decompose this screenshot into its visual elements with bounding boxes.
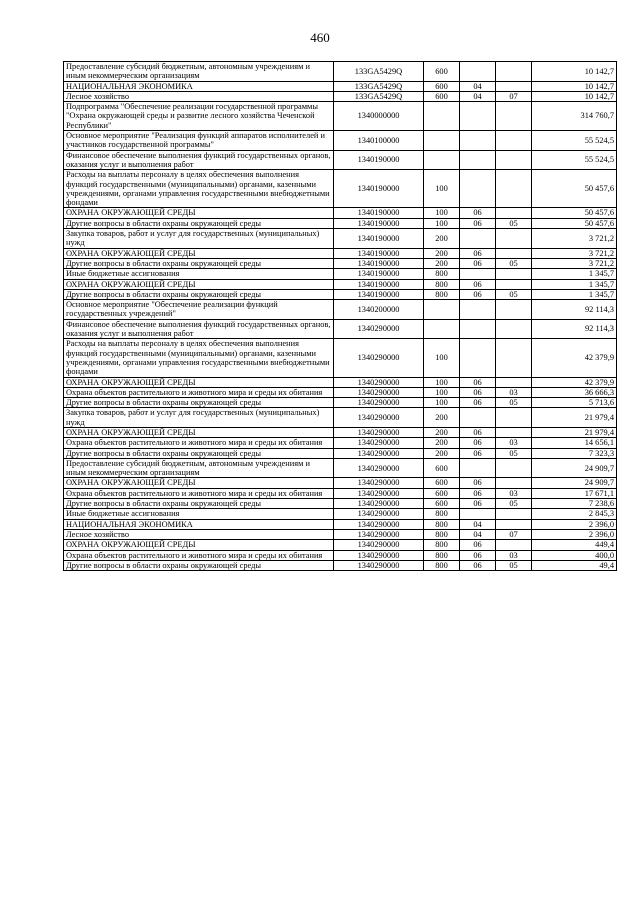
table-row	[64, 529, 617, 539]
table-row	[64, 560, 617, 570]
row-section	[460, 319, 496, 339]
row-target-code: 1340200000	[334, 300, 424, 320]
row-amount: 7 238,6	[532, 499, 617, 509]
row-expense-type: 600	[424, 499, 460, 509]
row-target-code: 1340190000	[334, 150, 424, 170]
row-amount: 50 457,6	[532, 218, 617, 228]
row-subsection	[496, 81, 532, 91]
row-name: Другие вопросы в области охраны окружающей среды	[64, 218, 334, 228]
row-expense-type: 200	[424, 448, 460, 458]
row-section	[460, 131, 496, 151]
row-section: 06	[460, 398, 496, 408]
table-row	[64, 540, 617, 550]
row-expense-type: 200	[424, 248, 460, 258]
row-subsection	[496, 279, 532, 289]
table-row	[64, 458, 617, 478]
row-section	[460, 102, 496, 131]
row-name: ОХРАНА ОКРУЖАЮЩЕЙ СРЕДЫ	[64, 279, 334, 289]
row-name: Охрана объектов растительного и животного мира и среды их обитания	[64, 488, 334, 498]
row-expense-type: 200	[424, 229, 460, 249]
row-name: Другие вопросы в области охраны окружающей среды	[64, 289, 334, 299]
row-subsection	[496, 458, 532, 478]
row-section: 06	[460, 438, 496, 448]
row-name: Закупка товаров, работ и услуг для государственных (муниципальных) нужд	[64, 229, 334, 249]
row-target-code: 1340190000	[334, 269, 424, 279]
row-amount: 92 114,3	[532, 319, 617, 339]
row-name: Охрана объектов растительного и животного мира и среды их обитания	[64, 438, 334, 448]
row-expense-type: 200	[424, 408, 460, 428]
table-row	[64, 438, 617, 448]
row-section: 06	[460, 478, 496, 488]
row-amount: 50 457,6	[532, 208, 617, 218]
row-name: ОХРАНА ОКРУЖАЮЩЕЙ СРЕДЫ	[64, 248, 334, 258]
row-section: 06	[460, 448, 496, 458]
row-section: 06	[460, 279, 496, 289]
row-amount: 2 845,3	[532, 509, 617, 519]
row-name: Другие вопросы в области охраны окружающей среды	[64, 448, 334, 458]
row-section: 04	[460, 519, 496, 529]
table-row	[64, 279, 617, 289]
row-section: 04	[460, 529, 496, 539]
row-subsection: 03	[496, 488, 532, 498]
row-section	[460, 269, 496, 279]
row-amount: 36 666,3	[532, 387, 617, 397]
table-row	[64, 550, 617, 560]
row-amount: 3 721,2	[532, 229, 617, 249]
row-name: Другие вопросы в области охраны окружающей среды	[64, 258, 334, 268]
row-section: 06	[460, 560, 496, 570]
row-expense-type: 100	[424, 208, 460, 218]
row-section	[460, 170, 496, 208]
row-expense-type: 600	[424, 62, 460, 82]
row-section	[460, 509, 496, 519]
table-row	[64, 319, 617, 339]
row-section: 06	[460, 248, 496, 258]
row-subsection	[496, 248, 532, 258]
row-amount: 400,0	[532, 550, 617, 560]
row-subsection	[496, 540, 532, 550]
row-name: ОХРАНА ОКРУЖАЮЩЕЙ СРЕДЫ	[64, 540, 334, 550]
row-expense-type: 200	[424, 258, 460, 268]
row-name: Иные бюджетные ассигнования	[64, 269, 334, 279]
row-name: Подпрограмма "Обеспечение реализации государственной программы "Охрана окружающей среды и развитие лесного хозяйства Чеченской Республики"	[64, 102, 334, 131]
row-amount: 10 142,7	[532, 91, 617, 101]
row-name: Финансовое обеспечение выполнения функций государственных органов, оказания услуг и выполнения работ	[64, 319, 334, 339]
row-target-code: 1340290000	[334, 427, 424, 437]
row-target-code: 133GA5429Q	[334, 81, 424, 91]
row-subsection	[496, 427, 532, 437]
row-name: Основное мероприятие "Обеспечение реализации функций государственных учреждений"	[64, 300, 334, 320]
row-name: НАЦИОНАЛЬНАЯ ЭКОНОМИКА	[64, 81, 334, 91]
row-subsection: 03	[496, 550, 532, 560]
row-target-code: 1340190000	[334, 229, 424, 249]
row-target-code: 1340290000	[334, 478, 424, 488]
row-subsection	[496, 377, 532, 387]
row-target-code: 1340290000	[334, 339, 424, 377]
table-row	[64, 488, 617, 498]
row-target-code: 1340100000	[334, 131, 424, 151]
row-amount: 10 142,7	[532, 81, 617, 91]
row-name: Другие вопросы в области охраны окружающей среды	[64, 398, 334, 408]
row-amount: 21 979,4	[532, 408, 617, 428]
row-target-code: 1340190000	[334, 218, 424, 228]
row-amount: 92 114,3	[532, 300, 617, 320]
row-target-code: 1340190000	[334, 289, 424, 299]
row-name: Финансовое обеспечение выполнения функций государственных органов, оказания услуг и выполнения работ	[64, 150, 334, 170]
table-row	[64, 339, 617, 377]
row-name: ОХРАНА ОКРУЖАЮЩЕЙ СРЕДЫ	[64, 478, 334, 488]
row-subsection: 03	[496, 438, 532, 448]
row-section	[460, 408, 496, 428]
row-amount: 24 909,7	[532, 478, 617, 488]
row-amount: 314 760,7	[532, 102, 617, 131]
row-section: 06	[460, 550, 496, 560]
row-subsection: 05	[496, 398, 532, 408]
row-subsection	[496, 478, 532, 488]
row-amount: 17 671,1	[532, 488, 617, 498]
row-target-code: 1340290000	[334, 377, 424, 387]
row-subsection	[496, 269, 532, 279]
table-row	[64, 387, 617, 397]
row-amount: 55 524,5	[532, 150, 617, 170]
row-amount: 10 142,7	[532, 62, 617, 82]
row-target-code: 1340290000	[334, 408, 424, 428]
row-amount: 1 345,7	[532, 279, 617, 289]
row-amount: 449,4	[532, 540, 617, 550]
row-amount: 50 457,6	[532, 170, 617, 208]
row-subsection: 05	[496, 258, 532, 268]
table-row	[64, 499, 617, 509]
table-row	[64, 131, 617, 151]
table-row	[64, 408, 617, 428]
row-subsection: 05	[496, 499, 532, 509]
row-section	[460, 300, 496, 320]
row-subsection	[496, 339, 532, 377]
table-row	[64, 448, 617, 458]
row-section: 06	[460, 289, 496, 299]
row-name: ОХРАНА ОКРУЖАЮЩЕЙ СРЕДЫ	[64, 377, 334, 387]
row-section: 06	[460, 499, 496, 509]
table-row	[64, 289, 617, 299]
row-target-code: 133GA5429Q	[334, 62, 424, 82]
row-expense-type	[424, 319, 460, 339]
row-expense-type: 800	[424, 540, 460, 550]
row-amount: 42 379,9	[532, 377, 617, 387]
row-amount: 14 656,1	[532, 438, 617, 448]
row-section	[460, 339, 496, 377]
budget-table	[63, 61, 617, 571]
row-name: Другие вопросы в области охраны окружающей среды	[64, 499, 334, 509]
table-row	[64, 377, 617, 387]
row-name: Охрана объектов растительного и животного мира и среды их обитания	[64, 550, 334, 560]
table-row	[64, 229, 617, 249]
row-subsection	[496, 208, 532, 218]
row-amount: 3 721,2	[532, 258, 617, 268]
row-section	[460, 229, 496, 249]
row-expense-type: 200	[424, 438, 460, 448]
row-amount: 5 713,6	[532, 398, 617, 408]
row-target-code: 1340000000	[334, 102, 424, 131]
row-name: Предоставление субсидий бюджетным, автономным учреждениям и иным некоммерческим организациям	[64, 62, 334, 82]
row-name: НАЦИОНАЛЬНАЯ ЭКОНОМИКА	[64, 519, 334, 529]
row-target-code: 1340290000	[334, 387, 424, 397]
row-expense-type	[424, 131, 460, 151]
row-section	[460, 458, 496, 478]
row-amount: 3 721,2	[532, 248, 617, 258]
row-target-code: 1340190000	[334, 279, 424, 289]
row-subsection: 03	[496, 387, 532, 397]
row-target-code: 1340190000	[334, 170, 424, 208]
row-amount: 24 909,7	[532, 458, 617, 478]
row-amount: 1 345,7	[532, 289, 617, 299]
row-amount: 42 379,9	[532, 339, 617, 377]
row-section: 06	[460, 218, 496, 228]
row-expense-type: 100	[424, 387, 460, 397]
row-section: 06	[460, 377, 496, 387]
row-subsection	[496, 102, 532, 131]
row-expense-type	[424, 150, 460, 170]
row-target-code: 133GA5429Q	[334, 91, 424, 101]
page-number: 460	[310, 30, 330, 45]
row-name: ОХРАНА ОКРУЖАЮЩЕЙ СРЕДЫ	[64, 427, 334, 437]
row-subsection	[496, 150, 532, 170]
row-amount: 21 979,4	[532, 427, 617, 437]
row-subsection	[496, 131, 532, 151]
row-expense-type: 800	[424, 269, 460, 279]
row-subsection	[496, 319, 532, 339]
table-row	[64, 150, 617, 170]
table-row	[64, 62, 617, 82]
row-name: Расходы на выплаты персоналу в целях обеспечения выполнения функций государственными (муниципальными) органами, казенными учреждениями, органами управления государственными внебюджетными фондами	[64, 170, 334, 208]
table-row	[64, 300, 617, 320]
row-section: 06	[460, 387, 496, 397]
row-expense-type: 100	[424, 218, 460, 228]
row-name: Охрана объектов растительного и животного мира и среды их обитания	[64, 387, 334, 397]
row-name: Основное мероприятие "Реализация функций аппаратов исполнителей и участников государственной программы"	[64, 131, 334, 151]
table-row	[64, 258, 617, 268]
row-section: 06	[460, 427, 496, 437]
row-target-code: 1340190000	[334, 258, 424, 268]
row-name: Лесное хозяйство	[64, 91, 334, 101]
row-subsection: 05	[496, 218, 532, 228]
row-section: 04	[460, 91, 496, 101]
row-amount: 1 345,7	[532, 269, 617, 279]
row-amount: 49,4	[532, 560, 617, 570]
row-subsection	[496, 300, 532, 320]
row-expense-type: 800	[424, 509, 460, 519]
table-row	[64, 208, 617, 218]
row-subsection	[496, 519, 532, 529]
row-expense-type: 800	[424, 279, 460, 289]
table-row	[64, 509, 617, 519]
table-row	[64, 218, 617, 228]
row-target-code: 1340190000	[334, 248, 424, 258]
row-expense-type: 100	[424, 339, 460, 377]
row-subsection	[496, 408, 532, 428]
row-expense-type: 200	[424, 427, 460, 437]
row-section: 06	[460, 488, 496, 498]
table-row	[64, 91, 617, 101]
row-name: Расходы на выплаты персоналу в целях обеспечения выполнения функций государственными (муниципальными) органами, казенными учреждениями, органами управления государственными внебюджетными фондами	[64, 339, 334, 377]
row-name: ОХРАНА ОКРУЖАЮЩЕЙ СРЕДЫ	[64, 208, 334, 218]
row-name: Лесное хозяйство	[64, 529, 334, 539]
row-expense-type: 800	[424, 550, 460, 560]
row-expense-type: 600	[424, 81, 460, 91]
row-target-code: 1340290000	[334, 529, 424, 539]
row-amount: 2 396,0	[532, 519, 617, 529]
row-section: 06	[460, 258, 496, 268]
row-expense-type: 800	[424, 519, 460, 529]
table-row	[64, 478, 617, 488]
row-expense-type: 800	[424, 289, 460, 299]
table-row	[64, 170, 617, 208]
row-subsection: 07	[496, 529, 532, 539]
row-expense-type: 800	[424, 529, 460, 539]
row-name: Закупка товаров, работ и услуг для государственных (муниципальных) нужд	[64, 408, 334, 428]
row-expense-type: 100	[424, 398, 460, 408]
table-row	[64, 427, 617, 437]
row-target-code: 1340290000	[334, 448, 424, 458]
row-section	[460, 62, 496, 82]
row-amount: 55 524,5	[532, 131, 617, 151]
row-target-code: 1340290000	[334, 509, 424, 519]
row-name: Иные бюджетные ассигнования	[64, 509, 334, 519]
row-target-code: 1340290000	[334, 540, 424, 550]
table-row	[64, 81, 617, 91]
budget-table-body	[64, 62, 617, 571]
table-row	[64, 269, 617, 279]
row-section: 04	[460, 81, 496, 91]
row-name: Другие вопросы в области охраны окружающей среды	[64, 560, 334, 570]
row-expense-type: 800	[424, 560, 460, 570]
row-subsection: 05	[496, 448, 532, 458]
row-section: 06	[460, 540, 496, 550]
row-section: 06	[460, 208, 496, 218]
row-target-code: 1340190000	[334, 208, 424, 218]
table-row	[64, 519, 617, 529]
row-subsection	[496, 62, 532, 82]
row-expense-type: 600	[424, 478, 460, 488]
row-target-code: 1340290000	[334, 319, 424, 339]
row-amount: 2 396,0	[532, 529, 617, 539]
row-subsection: 05	[496, 560, 532, 570]
row-expense-type: 100	[424, 170, 460, 208]
table-row	[64, 398, 617, 408]
row-target-code: 1340290000	[334, 550, 424, 560]
row-target-code: 1340290000	[334, 519, 424, 529]
row-expense-type: 600	[424, 488, 460, 498]
row-subsection	[496, 170, 532, 208]
row-expense-type: 600	[424, 458, 460, 478]
row-subsection: 05	[496, 289, 532, 299]
row-target-code: 1340290000	[334, 458, 424, 478]
row-expense-type: 100	[424, 377, 460, 387]
row-target-code: 1340290000	[334, 398, 424, 408]
row-subsection: 07	[496, 91, 532, 101]
row-expense-type: 600	[424, 91, 460, 101]
row-target-code: 1340290000	[334, 438, 424, 448]
row-subsection	[496, 509, 532, 519]
table-row	[64, 102, 617, 131]
row-section	[460, 150, 496, 170]
row-subsection	[496, 229, 532, 249]
row-expense-type	[424, 102, 460, 131]
row-name: Предоставление субсидий бюджетным, автономным учреждениям и иным некоммерческим организациям	[64, 458, 334, 478]
row-target-code: 1340290000	[334, 499, 424, 509]
row-target-code: 1340290000	[334, 488, 424, 498]
row-target-code: 1340290000	[334, 560, 424, 570]
table-row	[64, 248, 617, 258]
row-amount: 7 323,3	[532, 448, 617, 458]
row-expense-type	[424, 300, 460, 320]
